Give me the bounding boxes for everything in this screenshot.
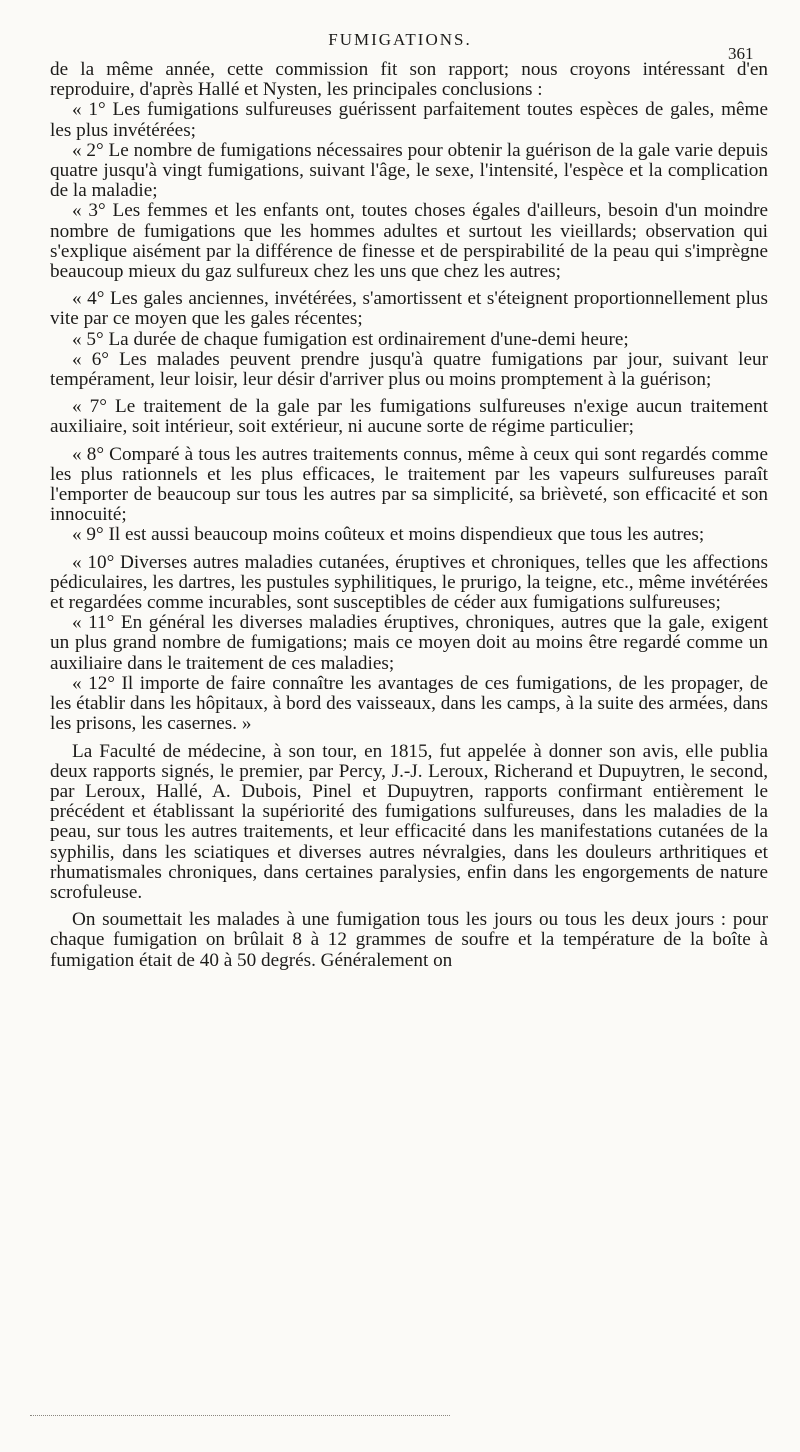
running-title: FUMIGATIONS. [328,30,472,49]
paragraph: « 12° Il importe de faire connaître les avantages de ces fumigations, de les propager, de les établir dans les hôpitaux, à bord des vaisseaux, dans les camps, à la suite des armées, dans les prisons, les casernes. » [50,672,768,735]
paragraph: On soumettait les malades à une fumigation tous les jours ou tous les deux jours : pour chaque fumigation on brûlait 8 à 12 grammes de soufre et la température de la boîte à fumigation était de 40 à 50 degrés. Généralement on [50,909,768,971]
paragraph: « 10° Diverses autres maladies cutanées, éruptives et chroniques, telles que les affections pédiculaires, les dartres, les pustules syphilitiques, le prurigo, la teigne, etc., même invétérées et regardées comme incurables, sont susceptibles de céder aux fumigations sulfureuses; [50,551,768,614]
footer-dotted-rule [30,1415,450,1416]
paragraph: « 1° Les fumigations sulfureuses guérissent parfaitement toutes espèces de gales, même les plus invétérées; [50,99,768,141]
paragraph: « 6° Les malades peuvent prendre jusqu'à quatre fumigations par jour, suivant leur tempérament, leur loisir, leur désir d'arriver plus ou moins promptement à la guérison; [50,348,768,391]
paragraph: La Faculté de médecine, à son tour, en 1815, fut appelée à donner son avis, elle publia deux rapports signés, le premier, par Percy, J.-J. Leroux, Richerand et Dupuytren, le second, par Leroux, Hallé, A. Dubois, Pinel et Dupuytren, rapports confirmant entièrement le précédent et établissant la supériorité des fumigations sulfureuses, dans les maladies de la peau, sur tous les autres traitements, et leur efficacité dans les manifestations cutanées de la syphilis, dans les sciatiques et diverses autres névralgies, dans les douleurs arthritiques et rhumatismales chroniques, dans certaines paralysies, enfin dans les engorgements de nature scrofuleuse. [50,740,768,903]
paragraph: « 8° Comparé à tous les autres traitements connus, même à ceux qui sont regardés comme les plus rationnels et les plus efficaces, le traitement par les vapeurs sulfureuses paraît l'emporter de beaucoup sur tous les autres par sa simplicité, sa brièveté, son efficacité et son innocuité; [50,443,768,526]
paragraph: « 9° Il est aussi beaucoup moins coûteux et moins dispendieux que tous les autres; [72,524,705,546]
paragraph: « 2° Le nombre de fumigations nécessaires pour obtenir la guérison de la gale varie depuis quatre jusqu'à vingt fumigations, suivant l'âge, le sexe, l'intensité, l'espèce et la complication de la maladie; [50,139,768,202]
paragraph: « 3° Les femmes et les enfants ont, toutes choses égales d'ailleurs, besoin d'un moindre nombre de fumigations que les hommes adultes et surtout les vieillards; observation qui s'explique aisément par la différence de finesse et de perspirabilité de la peau qui s'imprègne beaucoup mieux du gaz sulfureux chez les uns que chez les autres; [50,200,768,283]
page-number: 361 [728,44,754,63]
paragraph: « 5° La durée de chaque fumigation est ordinairement d'une-demi heure; [72,328,629,350]
paragraph: « 11° En général les diverses maladies éruptives, chroniques, autres que la gale, exigent un plus grand nombre de fumigations; mais ce moyen doit au moins être regardé comme un auxiliaire dans le traitement de ces maladies; [50,612,768,674]
paragraph: de la même année, cette commission fit son rapport; nous croyons intéressant d'en reproduire, d'après Hallé et Nysten, les principales conclusions : [50,59,768,101]
body-text [50,60,768,971]
paragraph: « 7° Le traitement de la gale par les fumigations sulfureuses n'exige aucun traitement auxiliaire, soit intérieur, soit extérieur, ni aucune sorte de régime particulier; [50,396,768,438]
paragraph: « 4° Les gales anciennes, invétérées, s'amortissent et s'éteignent proportionnellement plus vite par ce moyen que les gales récentes; [50,288,768,330]
